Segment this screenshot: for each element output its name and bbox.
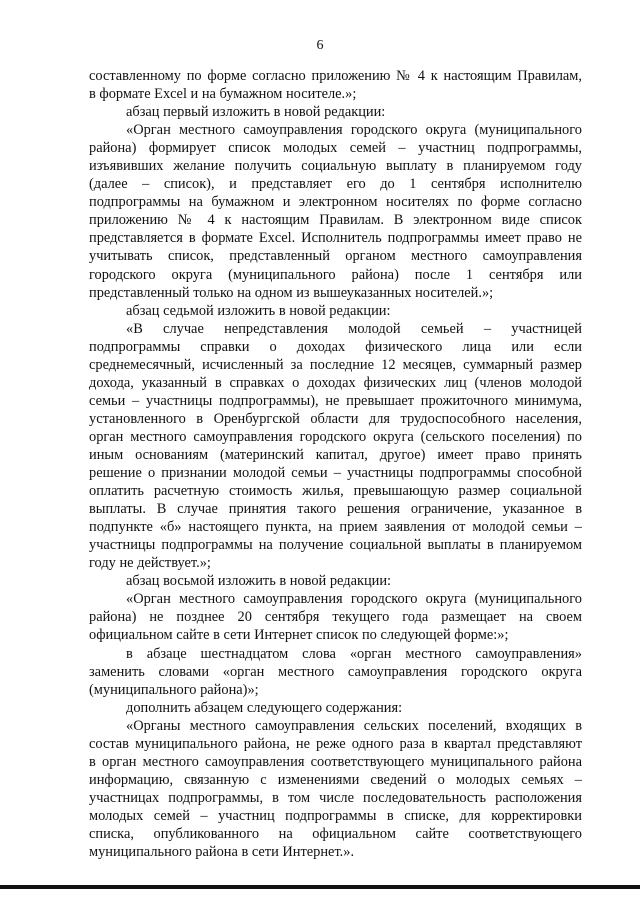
- text-line: иным основаниям (материнский капитал, другое) имеет право принять: [89, 446, 582, 463]
- text-line: списка, опубликованного на официальном сайте соответствующего: [89, 825, 582, 842]
- text-line: подпункте «б» настоящего пункта, на прием заявления от молодой семьи –: [89, 519, 582, 536]
- text-line: муниципального района в сети Интернет.».: [89, 844, 355, 861]
- text-line: приложению № 4 к настоящим Правилам. В электронном виде список: [89, 212, 582, 229]
- text-line: составленному по форме согласно приложению № 4 к настоящим Правилам,: [89, 68, 582, 84]
- text-line: «Орган местного самоуправления городского округа (муниципального: [126, 122, 582, 139]
- text-line: представляется в формате Excel. Исполнитель подпрограммы имеет право не: [89, 230, 582, 247]
- text-line: участницах подпрограммы, в том числе последовательность расположения: [89, 789, 582, 806]
- page-number: 6: [316, 38, 324, 53]
- text-line: решение о признании молодой семьи – участницы подпрограммы способной: [89, 465, 582, 482]
- text-line: абзац восьмой изложить в новой редакции:: [126, 573, 392, 590]
- text-line: представленный только на одном из вышеуказанных носителей.»;: [89, 284, 494, 301]
- text-line: дополнить абзацем следующего содержания:: [126, 699, 403, 716]
- bottom-rule: [0, 885, 640, 889]
- text-line: орган местного самоуправления городского округа (сельского поселения) по: [89, 428, 582, 445]
- text-line: района) формирует список молодых семей – участниц подпрограммы,: [89, 140, 582, 157]
- text-line: абзац седьмой изложить в новой редакции:: [126, 302, 391, 319]
- text-line: в абзаце шестнадцатом слова «орган местного самоуправления»: [126, 645, 582, 662]
- text-line: среднемесячный, исчисленный за последние 12 месяцев, суммарный размер: [89, 356, 582, 373]
- text-line: района) не позднее 20 сентября текущего года размещает на своем: [89, 609, 582, 626]
- text-line: (далее – список), и представляет его до 1 сентября исполнителю: [89, 176, 582, 193]
- text-line: «Органы местного самоуправления сельских поселений, входящих в: [126, 717, 582, 734]
- text-line: подпрограммы справки о доходах физического лица или если: [89, 338, 582, 355]
- text-line: официальном сайте в сети Интернет список по следующей форме:»;: [89, 627, 509, 644]
- text-line: молодых семей – участниц подпрограммы в списке, для корректировки: [89, 807, 582, 824]
- document-body: [89, 67, 582, 861]
- text-line: абзац первый изложить в новой редакции:: [126, 104, 386, 121]
- text-line: участницы подпрограммы на получение социальной выплаты в планируемом: [89, 537, 582, 554]
- text-line: (муниципального района)»;: [89, 681, 259, 698]
- text-line: семьи – участницы подпрограммы), не превышает прожиточного минимума,: [89, 392, 582, 409]
- text-line: году не действует.»;: [89, 555, 211, 572]
- text-line: городского округа (муниципального района) после 1 сентября или: [89, 266, 582, 283]
- text-line: информацию, связанную с изменениями сведений о молодых семьях –: [89, 771, 582, 788]
- text-line: выплаты. В случае принятия такого решения ограничение, указанное в: [89, 501, 582, 518]
- text-line: изъявивших желание получить социальную выплату в планируемом году: [89, 158, 582, 175]
- text-line: учитывать список, представленный органом местного самоуправления: [89, 248, 582, 265]
- text-line: заменить словами «орган местного самоуправления городского округа: [89, 663, 582, 680]
- text-line: «Орган местного самоуправления городского округа (муниципального: [126, 591, 582, 608]
- text-line: состав муниципального района, не реже одного раза в квартал представляют: [89, 735, 582, 752]
- text-line: установленного в Оренбургской области для трудоспособного населения,: [89, 410, 582, 427]
- text-line: в формате Excel и на бумажном носителе.»;: [89, 86, 357, 103]
- text-line: «В случае непредставления молодой семьей – участницей: [126, 320, 582, 337]
- text-line: дохода, указанный в справках о доходах физических лиц (членов молодой: [89, 374, 582, 391]
- text-line: подпрограммы на бумажном и электронном носителях по форме согласно: [89, 194, 582, 211]
- text-line: в орган местного самоуправления соответствующего муниципального района: [89, 753, 582, 770]
- text-line: оплатить расчетную стоимость жилья, превышающую размер социальной: [89, 483, 582, 500]
